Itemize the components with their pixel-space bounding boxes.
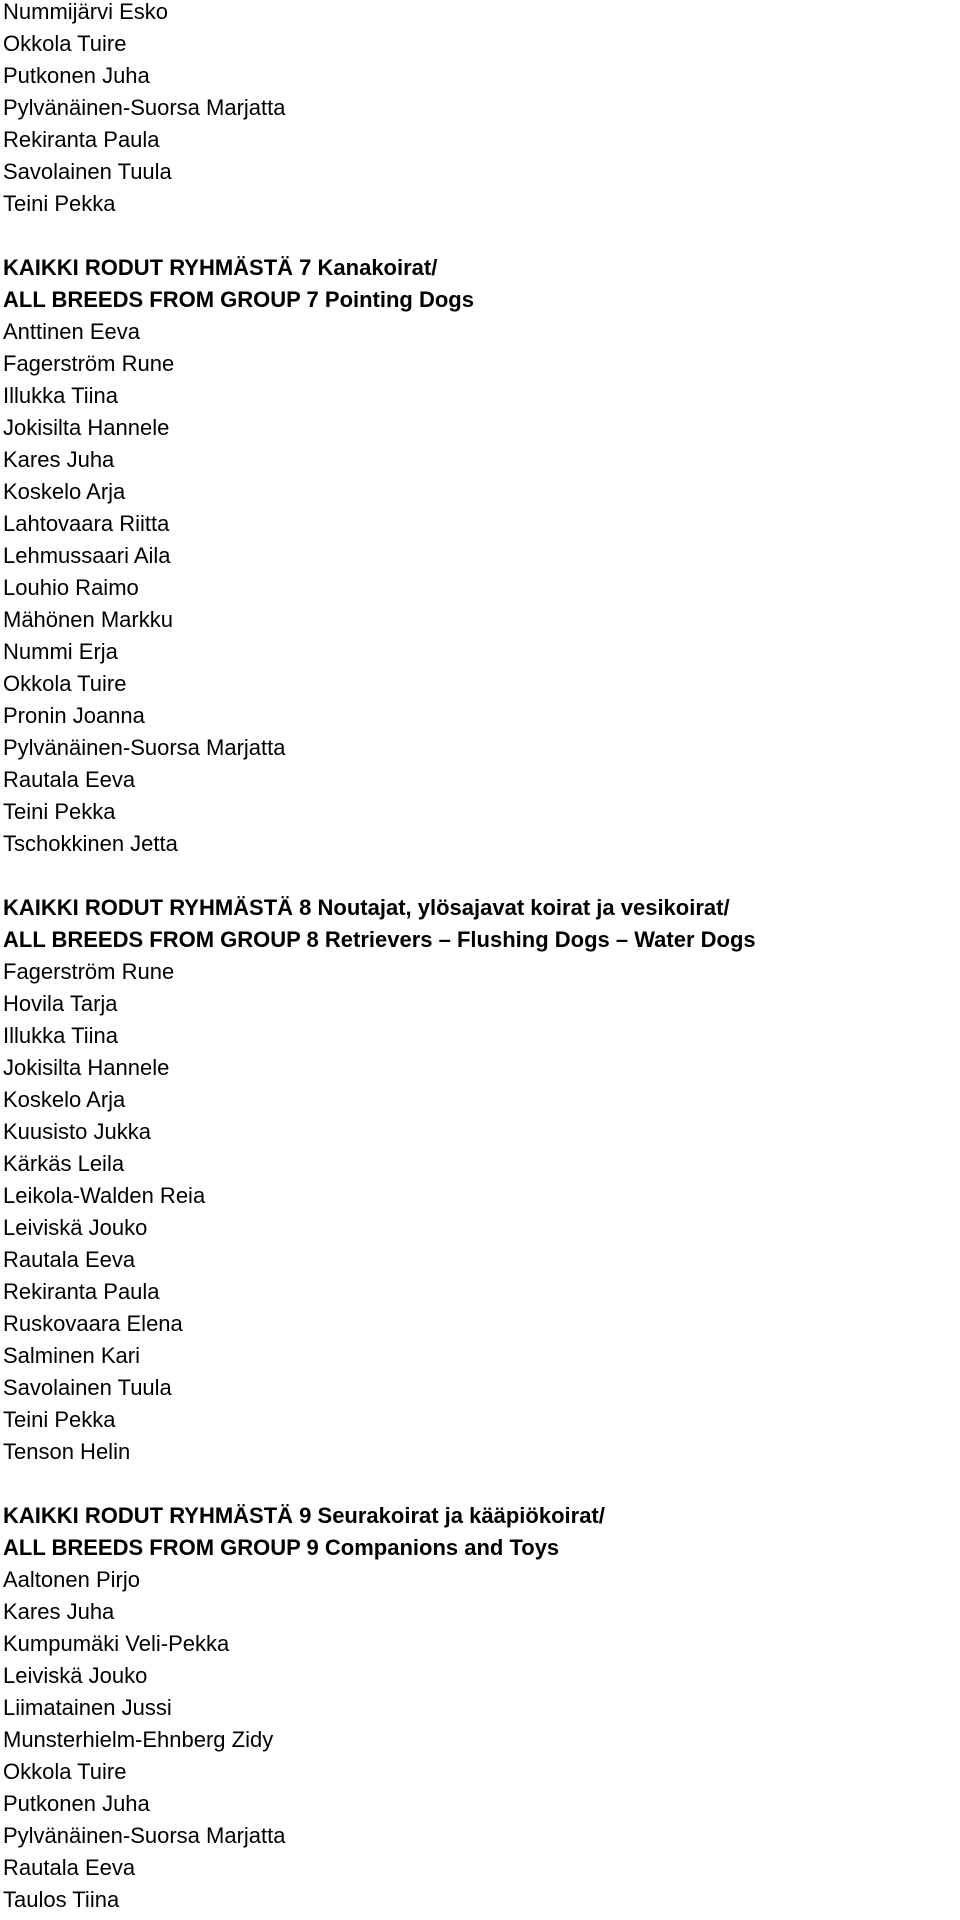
judge-name: Rautala Eeva	[3, 1855, 136, 1880]
judge-name: Teini Pekka	[3, 191, 116, 216]
section-spacer	[3, 860, 958, 892]
group-9-section	[3, 1500, 958, 1916]
judge-name: Leiviskä Jouko	[3, 1215, 148, 1240]
judge-name: Putkonen Juha	[3, 1791, 150, 1816]
group-8-section	[3, 892, 958, 1468]
judge-name: Kuusisto Jukka	[3, 1119, 151, 1144]
judge-name: Kares Juha	[3, 447, 115, 472]
judge-name: Rautala Eeva	[3, 767, 136, 792]
section-spacer	[3, 220, 958, 252]
judge-name: Munsterhielm-Ehnberg Zidy	[3, 1727, 274, 1752]
judge-name: Pronin Joanna	[3, 703, 145, 728]
judge-name: Okkola Tuire	[3, 1759, 127, 1784]
judge-name: Fagerström Rune	[3, 959, 175, 984]
judge-name: Teini Pekka	[3, 1407, 116, 1432]
judge-name: Liimatainen Jussi	[3, 1695, 172, 1720]
judge-name: Pylvänäinen-Suorsa Marjatta	[3, 1823, 286, 1848]
group-8-heading-fi: KAIKKI RODUT RYHMÄSTÄ 8 Noutajat, ylösajavat koirat ja vesikoirat/	[3, 895, 730, 920]
judge-name: Lehmussaari Aila	[3, 543, 171, 568]
group-7-section	[3, 252, 958, 860]
judge-name: Koskelo Arja	[3, 479, 126, 504]
judge-name: Kares Juha	[3, 1599, 115, 1624]
judge-name: Koskelo Arja	[3, 1087, 126, 1112]
judge-name: Illukka Tiina	[3, 1023, 118, 1048]
judge-name: Louhio Raimo	[3, 575, 139, 600]
judge-name: Illukka Tiina	[3, 383, 118, 408]
judge-name: Pylvänäinen-Suorsa Marjatta	[3, 95, 286, 120]
judge-name: Fagerström Rune	[3, 351, 175, 376]
judge-name: Putkonen Juha	[3, 63, 150, 88]
judge-name: Rekiranta Paula	[3, 1279, 160, 1304]
judge-name: Kumpumäki Veli-Pekka	[3, 1631, 230, 1656]
group-9-heading-en: ALL BREEDS FROM GROUP 9 Companions and Toys	[3, 1535, 560, 1560]
judge-name: Teini Pekka	[3, 799, 116, 824]
judge-name: Jokisilta Hannele	[3, 415, 170, 440]
judge-name: Okkola Tuire	[3, 31, 127, 56]
section-spacer	[3, 1468, 958, 1500]
group-7-heading-fi: KAIKKI RODUT RYHMÄSTÄ 7 Kanakoirat/	[3, 255, 438, 280]
judge-name: Tschokkinen Jetta	[3, 831, 178, 856]
judge-name: Taulos Tiina	[3, 1887, 120, 1912]
judge-name: Nummijärvi Esko	[3, 0, 169, 24]
judge-name: Savolainen Tuula	[3, 159, 172, 184]
judge-name: Okkola Tuire	[3, 671, 127, 696]
judge-name: Rautala Eeva	[3, 1247, 136, 1272]
judge-name: Lahtovaara Riitta	[3, 511, 170, 536]
judge-name: Leiviskä Jouko	[3, 1663, 148, 1688]
judge-name: Rekiranta Paula	[3, 127, 160, 152]
judge-name: Pylvänäinen-Suorsa Marjatta	[3, 735, 286, 760]
group-9-heading-fi: KAIKKI RODUT RYHMÄSTÄ 9 Seurakoirat ja kääpiökoirat/	[3, 1503, 605, 1528]
group-7-heading-en: ALL BREEDS FROM GROUP 7 Pointing Dogs	[3, 287, 474, 312]
judge-name: Savolainen Tuula	[3, 1375, 172, 1400]
judge-name: Tenson Helin	[3, 1439, 131, 1464]
judge-name: Anttinen Eeva	[3, 319, 140, 344]
judge-name: Nummi Erja	[3, 639, 118, 664]
judge-name: Jokisilta Hannele	[3, 1055, 170, 1080]
judge-name: Hovila Tarja	[3, 991, 118, 1016]
judge-name: Salminen Kari	[3, 1343, 140, 1368]
judge-name: Leikola-Walden Reia	[3, 1183, 206, 1208]
intro-name-list	[3, 0, 958, 220]
judge-name: Mähönen Markku	[3, 607, 173, 632]
judge-name: Ruskovaara Elena	[3, 1311, 183, 1336]
judges-list-page	[3, 0, 958, 1916]
judge-name: Kärkäs Leila	[3, 1151, 125, 1176]
judge-name: Aaltonen Pirjo	[3, 1567, 140, 1592]
group-8-heading-en: ALL BREEDS FROM GROUP 8 Retrievers – Flushing Dogs – Water Dogs	[3, 927, 756, 952]
